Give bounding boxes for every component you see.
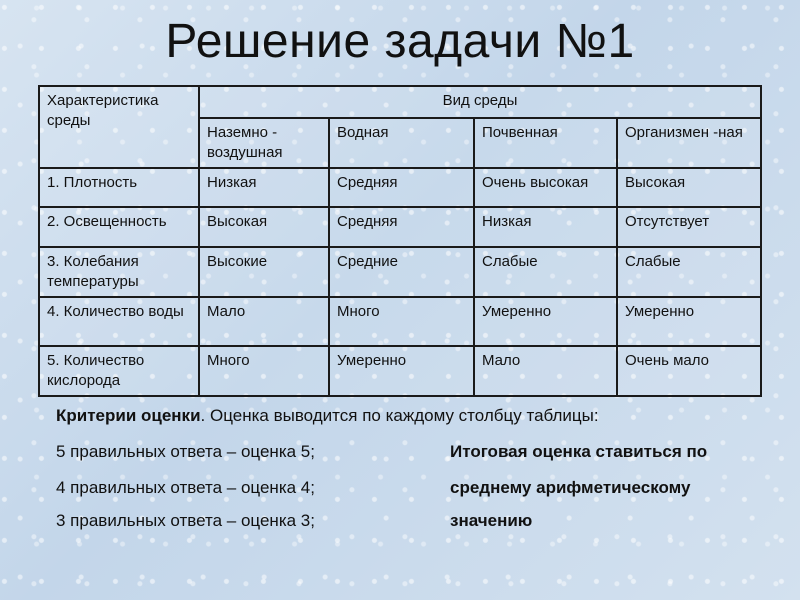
table-row: [39, 346, 761, 396]
criteria-label: Критерии оценки: [56, 406, 201, 425]
table-cell: Мало: [199, 297, 329, 346]
header-characteristic: Характеристика среды: [39, 86, 199, 168]
table-cell: Высокая: [199, 207, 329, 247]
table-cell: Много: [199, 346, 329, 396]
table-cell: Высокая: [617, 168, 761, 207]
page-title: Решение задачи №1: [165, 15, 635, 68]
criteria-heading: [56, 406, 599, 426]
table-cell: Умеренно: [617, 297, 761, 346]
table-cell: Средняя: [329, 207, 474, 247]
table-cell: Много: [329, 297, 474, 346]
table-cell: Умеренно: [474, 297, 617, 346]
table-cell: Низкая: [474, 207, 617, 247]
grading-line: 5 правильных ответа – оценка 5;: [56, 442, 315, 461]
table-cell: Высокие: [199, 247, 329, 297]
table-cell: Очень высокая: [474, 168, 617, 207]
row-label: 3. Колебания температуры: [39, 247, 199, 297]
table-cell: Умеренно: [329, 346, 474, 396]
table-cell: Средние: [329, 247, 474, 297]
final-note-line: значению: [450, 511, 533, 530]
row-label: 1. Плотность: [39, 168, 199, 207]
table-cell: Очень мало: [617, 346, 761, 396]
final-note-line: среднему арифметическому: [450, 478, 691, 497]
grading-line: 4 правильных ответа – оценка 4;: [56, 478, 315, 497]
table-row: [39, 297, 761, 346]
row-label: 2. Освещенность: [39, 207, 199, 247]
column-header: Почвенная: [474, 118, 617, 168]
table-cell: Низкая: [199, 168, 329, 207]
table-header-row: [39, 86, 761, 118]
table-row: [39, 207, 761, 247]
row-label: 4. Количество воды: [39, 297, 199, 346]
column-header: Водная: [329, 118, 474, 168]
table-cell: Средняя: [329, 168, 474, 207]
grading-line: 3 правильных ответа – оценка 3;: [56, 511, 315, 530]
criteria-text: . Оценка выводится по каждому столбцу таблицы:: [200, 406, 599, 425]
column-header: Организмен -ная: [617, 118, 761, 168]
table-cell: Слабые: [474, 247, 617, 297]
table-cell: Слабые: [617, 247, 761, 297]
table-cell: Отсутствует: [617, 207, 761, 247]
table-cell: Мало: [474, 346, 617, 396]
header-environment: Вид среды: [199, 86, 761, 118]
final-note-line: Итоговая оценка ставиться по: [450, 442, 708, 461]
environment-table: [38, 85, 762, 397]
table-row: [39, 247, 761, 297]
table-row: [39, 168, 761, 207]
column-header: Наземно - воздушная: [199, 118, 329, 168]
row-label: 5. Количество кислорода: [39, 346, 199, 396]
